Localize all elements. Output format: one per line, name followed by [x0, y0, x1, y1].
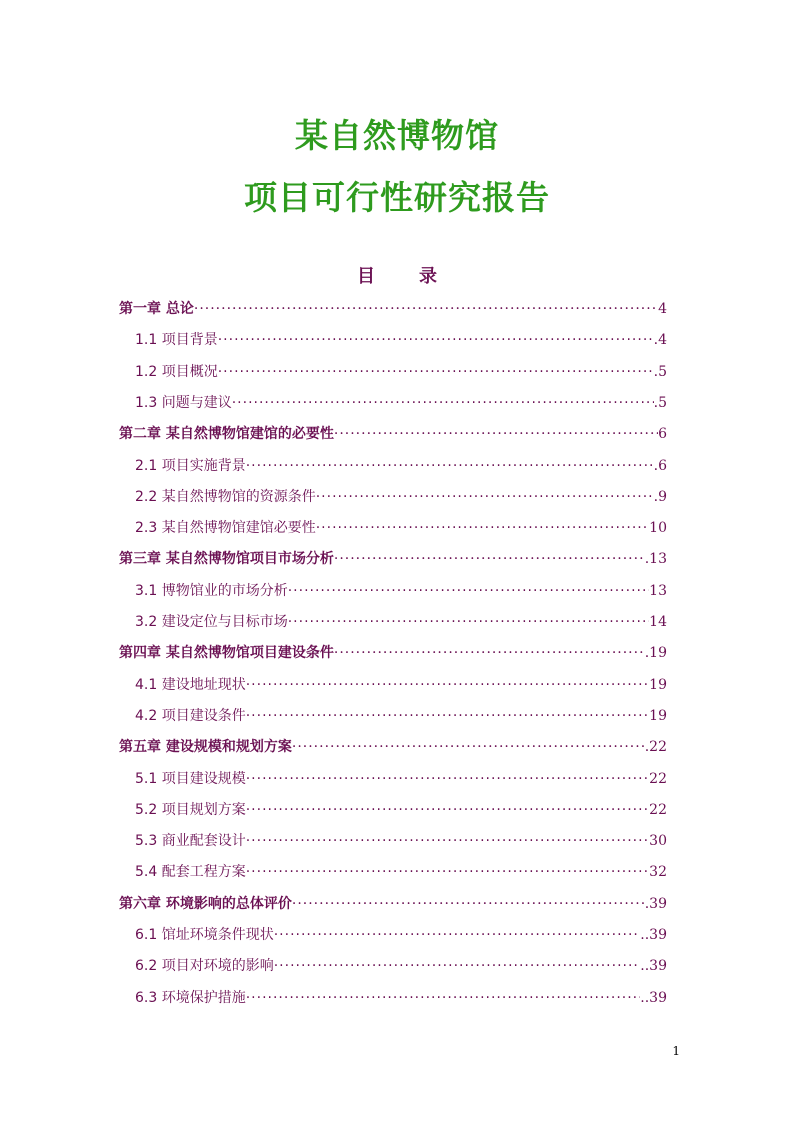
- toc-entry-label: 5.4 配套工程方案: [135, 864, 246, 881]
- toc-entry-label: 1.2 项目概况: [135, 363, 218, 380]
- toc-section-entry[interactable]: [135, 923, 667, 947]
- toc-section-entry[interactable]: [135, 579, 667, 603]
- toc-leader-dots: [316, 485, 654, 509]
- toc-chapter-entry[interactable]: [119, 735, 667, 759]
- toc-entry-label: 4.1 建设地址现状: [135, 676, 246, 693]
- toc-entry-label: 3.1 博物馆业的市场分析: [135, 582, 288, 599]
- toc-entry-label: 第五章 建设规模和规划方案: [119, 739, 292, 756]
- toc-entry-label: 1.3 问题与建议: [135, 394, 232, 411]
- toc-section-entry[interactable]: [135, 860, 667, 884]
- toc-section-entry[interactable]: [135, 767, 667, 791]
- toc-entry-page: 13: [649, 582, 667, 599]
- toc-entry-label: 5.1 项目建设规模: [135, 770, 246, 787]
- toc-leader-dots: [246, 673, 649, 697]
- toc-heading-left: 目: [357, 266, 375, 287]
- toc-section-entry[interactable]: [135, 829, 667, 853]
- toc-entry-page: ..39: [640, 958, 667, 975]
- toc-entry-page: .4: [653, 332, 667, 349]
- toc-leader-dots: [246, 860, 649, 884]
- toc-entry-label: 1.1 项目背景: [135, 332, 218, 349]
- toc-leader-dots: [334, 547, 645, 571]
- toc-leader-dots: [246, 829, 649, 853]
- toc-entry-label: 5.2 项目规划方案: [135, 801, 246, 818]
- toc-leader-dots: [246, 798, 649, 822]
- toc-leader-dots: [218, 328, 654, 352]
- toc-leader-dots: [218, 360, 654, 384]
- toc-leader-dots: [194, 297, 658, 321]
- toc-leader-dots: [288, 610, 649, 634]
- toc-entry-page: 10: [649, 520, 667, 537]
- toc-entry-label: 第六章 环境影响的总体评价: [119, 895, 292, 912]
- toc-entry-label: 3.2 建设定位与目标市场: [135, 614, 288, 630]
- toc-leader-dots: [246, 454, 654, 478]
- toc-chapter-entry[interactable]: [119, 892, 667, 916]
- toc-section-entry[interactable]: [135, 798, 667, 822]
- toc-entry-label: 第三章 某自然博物馆项目市场分析: [119, 551, 334, 568]
- toc-entry-label: 2.1 项目实施背景: [135, 457, 246, 474]
- toc-entry-page: 19: [649, 707, 667, 724]
- toc-entry-page: 14: [649, 614, 667, 630]
- toc-entry-label: 6.3 环境保护措施: [135, 989, 246, 1006]
- toc-section-entry[interactable]: [135, 360, 667, 384]
- toc-section-entry[interactable]: [135, 328, 667, 352]
- toc-section-entry[interactable]: [135, 610, 667, 634]
- toc-entry-label: 第一章 总论: [119, 301, 194, 317]
- toc-leader-dots: [288, 579, 649, 603]
- toc-section-entry[interactable]: [135, 516, 667, 540]
- toc-entry-page: .19: [644, 645, 667, 662]
- toc-entry-page: .6: [653, 457, 667, 474]
- toc-entry-page: .22: [644, 739, 667, 756]
- toc-section-entry[interactable]: [135, 986, 667, 1010]
- toc-entry-label: 第四章 某自然博物馆项目建设条件: [119, 645, 334, 662]
- toc-section-entry[interactable]: [135, 485, 667, 509]
- toc-entry-label: 5.3 商业配套设计: [135, 833, 246, 850]
- toc-leader-dots: [232, 391, 654, 415]
- toc-entry-page: 22: [649, 801, 667, 818]
- toc-leader-dots: [292, 892, 645, 916]
- toc-section-entry[interactable]: [135, 704, 667, 728]
- toc-entry-page: .5: [653, 394, 667, 411]
- toc-entry-page: ..39: [640, 927, 667, 943]
- toc-entry-label: 2.3 某自然博物馆建馆必要性: [135, 520, 316, 537]
- toc-leader-dots: [246, 704, 649, 728]
- toc-chapter-entry[interactable]: [119, 547, 667, 571]
- toc-entry-label: 2.2 某自然博物馆的资源条件: [135, 488, 316, 505]
- toc-entry-label: 第二章 某自然博物馆建馆的必要性: [119, 426, 334, 443]
- toc-entry-page: .9: [653, 488, 667, 505]
- toc-entry-page: 19: [649, 676, 667, 693]
- toc-entry-page: 4: [658, 301, 667, 317]
- toc-section-entry[interactable]: [135, 454, 667, 478]
- toc-entry-label: 6.1 馆址环境条件现状: [135, 927, 274, 943]
- toc-heading-right: 录: [419, 266, 437, 287]
- toc-leader-dots: [274, 923, 641, 947]
- toc-entry-page: .13: [644, 551, 667, 568]
- toc-leader-dots: [316, 516, 649, 540]
- toc-leader-dots: [246, 986, 641, 1010]
- toc-leader-dots: [334, 422, 658, 446]
- toc-entry-page: .5: [653, 363, 667, 380]
- toc-section-entry[interactable]: [135, 673, 667, 697]
- toc-leader-dots: [334, 641, 645, 665]
- toc-chapter-entry[interactable]: [119, 297, 667, 321]
- toc-leader-dots: [246, 767, 649, 791]
- toc-section-entry[interactable]: [135, 954, 667, 978]
- toc-entry-label: 4.2 项目建设条件: [135, 707, 246, 724]
- document-title: 某自然博物馆: [295, 116, 499, 155]
- page-number: 1: [672, 1044, 680, 1058]
- toc-leader-dots: [292, 735, 645, 759]
- toc-entry-page: 22: [649, 770, 667, 787]
- toc-entry-page: .39: [644, 895, 667, 912]
- toc-entry-page: 30: [649, 833, 667, 850]
- toc-entry-page: ..39: [640, 989, 667, 1006]
- toc-chapter-entry[interactable]: [119, 422, 667, 446]
- toc-chapter-entry[interactable]: [119, 641, 667, 665]
- toc-entry-page: 6: [658, 426, 667, 443]
- toc-leader-dots: [274, 954, 641, 978]
- document-subtitle: 项目可行性研究报告: [244, 178, 550, 217]
- toc-section-entry[interactable]: [135, 391, 667, 415]
- toc-entry-page: 32: [649, 864, 667, 881]
- toc-entry-label: 6.2 项目对环境的影响: [135, 958, 274, 975]
